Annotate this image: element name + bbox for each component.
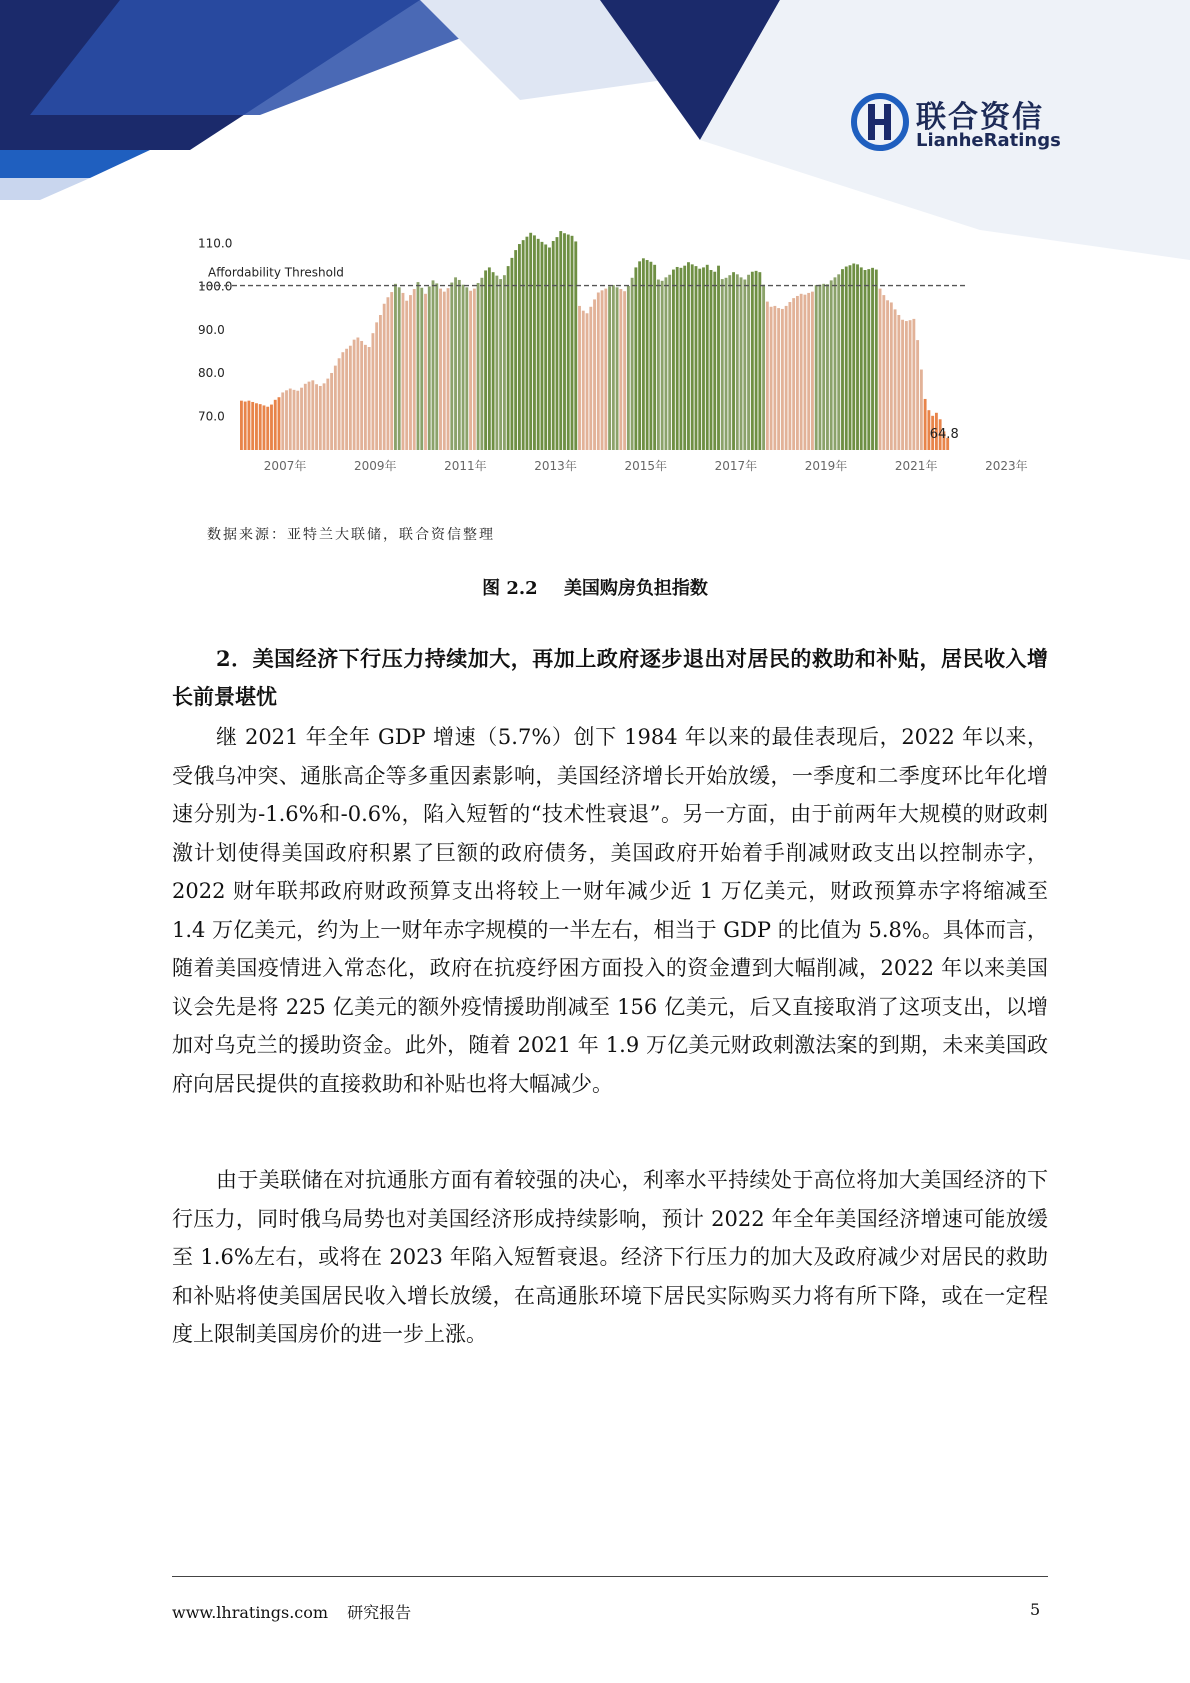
chart-bar — [661, 281, 664, 450]
chart-bar — [541, 242, 544, 450]
chart-bar — [841, 269, 844, 450]
chart-bar — [510, 258, 513, 450]
chart-bar — [499, 279, 502, 450]
chart-bar — [642, 258, 645, 450]
chart-bar — [706, 265, 709, 450]
chart-bar — [837, 274, 840, 450]
chart-bar — [725, 278, 728, 450]
chart-bar — [830, 280, 833, 450]
chart-bar — [319, 386, 322, 450]
chart-bar — [409, 295, 412, 450]
chart-bar — [822, 284, 825, 450]
chart-bar — [890, 302, 893, 450]
chart-bar — [728, 275, 731, 450]
chart-bar — [781, 309, 784, 450]
chart-bar — [341, 352, 344, 450]
chart-bar — [773, 306, 776, 450]
chart-bar — [762, 285, 765, 450]
chart-bar — [691, 264, 694, 450]
footer-report-type: 研究报告 — [347, 1603, 412, 1622]
chart-bar — [826, 284, 829, 450]
chart-bar — [454, 277, 457, 450]
chart-bar — [815, 285, 818, 450]
chart-bar — [368, 347, 371, 450]
chart-bar — [503, 275, 506, 450]
chart-bar — [387, 297, 390, 450]
chart-bar — [326, 379, 329, 450]
chart-bar — [390, 292, 393, 450]
chart-bar — [266, 407, 269, 450]
chart-bar — [785, 306, 788, 450]
chart-bar — [623, 291, 626, 450]
chart-bar — [443, 292, 446, 450]
chart-bar — [916, 340, 919, 450]
chart-bar — [304, 384, 307, 450]
y-tick-label: 80.0 — [198, 366, 225, 381]
chart-bar — [717, 266, 720, 450]
chart-bar — [405, 301, 408, 450]
chart-bar — [740, 277, 743, 450]
chart-bar — [597, 293, 600, 451]
chart-bar — [495, 276, 498, 450]
chart-bar — [856, 264, 859, 450]
chart-bar — [905, 321, 908, 450]
chart-bar — [864, 270, 867, 450]
chart-bar — [526, 237, 529, 450]
chart-bar — [897, 315, 900, 450]
chart-bar — [450, 283, 453, 450]
chart-bar — [293, 390, 296, 450]
chart-bar — [574, 241, 577, 450]
chart-bar — [811, 292, 814, 450]
chart-bar — [683, 266, 686, 450]
chart-bar — [646, 260, 649, 450]
chart-bar — [462, 285, 465, 450]
y-tick-label: 90.0 — [198, 322, 225, 337]
chart-bar — [571, 236, 574, 450]
chart-bar — [631, 278, 634, 450]
x-tick-label: 2019年 — [804, 459, 848, 473]
chart-bar — [315, 384, 318, 450]
chart-bar — [894, 309, 897, 450]
chart-bar — [627, 286, 630, 450]
chart-bar — [480, 278, 483, 450]
chart-bar — [676, 267, 679, 450]
chart-bar — [477, 283, 480, 450]
chart-bar — [447, 288, 450, 450]
chart-bar — [323, 383, 326, 450]
affordability-chart — [160, 225, 1060, 520]
chart-bar — [428, 286, 431, 450]
chart-bar — [601, 290, 604, 450]
chart-bar — [721, 279, 724, 450]
chart-bar — [871, 268, 874, 450]
chart-bar — [259, 404, 262, 450]
chart-bar — [544, 244, 547, 450]
x-tick-label: 2011年 — [444, 459, 487, 473]
figure-number: 图 2.2 — [482, 578, 538, 599]
chart-bar — [296, 391, 299, 450]
chart-bar — [484, 270, 487, 450]
chart-bar — [834, 277, 837, 450]
chart-bar — [281, 392, 284, 450]
chart-bar — [529, 233, 532, 450]
chart-bar — [274, 400, 277, 450]
chart-bar — [886, 300, 889, 450]
y-tick-label: 70.0 — [198, 409, 225, 424]
chart-bar — [875, 270, 878, 450]
chart-bar — [522, 240, 525, 450]
chart-bar — [687, 262, 690, 450]
chart-bar — [263, 405, 266, 450]
chart-bar — [417, 282, 420, 450]
chart-bar — [424, 294, 427, 450]
chart-bar — [860, 267, 863, 450]
chart-bar — [736, 274, 739, 450]
chart-bar — [698, 269, 701, 450]
x-tick-label: 2023年 — [985, 459, 1028, 473]
chart-bar — [792, 298, 795, 450]
lianhe-logo — [850, 90, 1060, 160]
x-tick-label: 2021年 — [894, 459, 938, 473]
chart-bar — [852, 264, 855, 450]
chart-bar — [435, 283, 438, 450]
chart-bar — [755, 271, 758, 450]
x-tick-label: 2017年 — [714, 459, 758, 473]
chart-bar — [270, 405, 273, 450]
x-tick-label: 2007年 — [263, 459, 307, 473]
chart-bar — [882, 295, 885, 450]
chart-bar — [664, 277, 667, 450]
chart-source: 数据来源：亚特兰大联储，联合资信整理 — [207, 527, 495, 543]
chart-bar — [255, 403, 258, 450]
chart-bar — [240, 401, 243, 450]
chart-bar — [788, 302, 791, 450]
chart-bar — [912, 319, 915, 450]
chart-bar — [849, 265, 852, 450]
chart-bar — [311, 380, 314, 450]
chart-bar — [751, 272, 754, 450]
chart-bar — [289, 389, 292, 450]
chart-bar — [413, 289, 416, 450]
chart-bar — [695, 266, 698, 450]
chart-bar — [492, 272, 495, 450]
chart-bar — [901, 320, 904, 450]
chart-bar — [518, 244, 521, 450]
y-tick-label: 100.0 — [198, 279, 233, 294]
chart-bar — [251, 402, 254, 450]
chart-bar — [649, 262, 652, 450]
chart-bar — [488, 267, 491, 450]
chart-bar — [710, 270, 713, 450]
chart-bar — [244, 402, 247, 450]
chart-bar — [672, 270, 675, 450]
chart-bar — [638, 261, 641, 450]
threshold-label: Affordability Threshold — [208, 265, 344, 280]
chart-bar — [803, 295, 806, 450]
chart-bar — [394, 284, 397, 450]
chart-bar — [593, 299, 596, 450]
footer-left — [172, 1600, 411, 1623]
chart-bar — [383, 304, 386, 450]
chart-bar — [360, 341, 363, 450]
chart-bar — [353, 340, 356, 450]
figure-caption — [0, 574, 1190, 600]
chart-bar — [537, 239, 540, 450]
chart-bar — [616, 287, 619, 450]
chart-bar — [702, 267, 705, 450]
chart-bar — [349, 346, 352, 450]
chart-bar — [653, 265, 656, 450]
chart-bar — [469, 291, 472, 450]
y-tick-label: 110.0 — [198, 236, 233, 251]
chart-bar — [668, 275, 671, 450]
chart-bar — [248, 401, 251, 450]
chart-bar — [563, 233, 566, 450]
chart-bar — [807, 293, 810, 450]
chart-bar — [432, 280, 435, 450]
chart-bar — [800, 294, 803, 450]
chart-bar — [458, 280, 461, 450]
last-value-label: 64.8 — [929, 426, 959, 442]
chart-bar — [732, 272, 735, 450]
chart-bar — [334, 366, 337, 450]
chart-bar — [402, 293, 405, 450]
chart-bar — [612, 285, 615, 450]
paragraph-2: 由于美联储在对抗通胀方面有着较强的决心，利率水平持续处于高位将加大美国经济的下行压力，同时俄乌局势也对美国经济形成持续影响，预计 2022 年全年美国经济增速可能放缓至 1.6%左右，或将在 2023 年陷入短暂衰退。经济下行压力的加大及政府减少对居民的救助和补贴将使美国居民收入增长放缓，在高通胀环境下居民实际购买力将有所下降，或在一定程度上限制美国房价的进一步上涨。 — [172, 1168, 1048, 1346]
chart-bar — [909, 320, 912, 450]
section-heading: 2．美国经济下行压力持续加大，再加上政府逐步退出对居民的救助和补贴，居民收入增长前景堪忧 — [172, 646, 1048, 709]
chart-bar — [559, 231, 562, 450]
chart-bar — [604, 289, 607, 450]
chart-bar — [608, 286, 611, 450]
chart-bar — [514, 250, 517, 450]
chart-bar — [473, 289, 476, 450]
x-tick-label: 2013年 — [534, 459, 577, 473]
chart-bar — [743, 280, 746, 450]
chart-bar — [567, 235, 570, 450]
chart-bar — [356, 338, 359, 451]
page-number: 5 — [1030, 1600, 1041, 1619]
chart-bar — [770, 307, 773, 450]
chart-bar — [758, 272, 761, 450]
lianhe-logo-icon — [850, 90, 910, 154]
chart-bar — [533, 235, 536, 450]
chart-bar — [582, 311, 585, 450]
chart-bar — [345, 349, 348, 450]
chart-bar — [371, 333, 374, 450]
chart-bar — [552, 241, 555, 450]
chart-bar — [465, 287, 468, 450]
figure-title: 美国购房负担指数 — [563, 578, 708, 599]
chart-bar — [845, 267, 848, 450]
chart-bar — [867, 269, 870, 450]
logo-chinese-name: 联合资信 — [916, 100, 1044, 135]
chart-bar — [586, 313, 589, 450]
chart-bar — [398, 287, 401, 450]
chart-bar — [420, 288, 423, 450]
chart-bar — [619, 289, 622, 450]
paragraph-1: 继 2021 年全年 GDP 增速（5.7%）创下 1984 年以来的最佳表现后，2022 年以来，受俄乌冲突、通胀高企等多重因素影响，美国经济增长开始放缓，一季度和二季度环比年化增速分别为-1.6%和-0.6%，陷入短暂的“技术性衰退”。另一方面，由于前两年大规模的财政刺激计划使得美国政府积累了巨额的政府债务，美国政府开始着手削减财政支出以控制赤字，2022 财年联邦政府财政预算支出将较上一财年减少近 1 万亿美元，财政预算赤字将缩减至 1.4 万亿美元，约为上一财年赤字规模的一半左右，相当于 GDP 的比值为 5.8%。具体而言，随着美国疫情进入常态化，政府在抗疫纾困方面投入的资金遭到大幅削减，2022 年以来美国议会先是将 225 亿美元的额外疫情援助削减至 156 亿美元，后又直接取消了这项支出，以增加对乌克兰的援助资金。此外，随着 2021 年 1.9 万亿美元财政刺激法案的到期，未来美国政府向居民提供的直接救助和补贴也将大幅减少。 — [172, 725, 1048, 1096]
x-tick-label: 2015年 — [624, 459, 667, 473]
chart-bar — [879, 289, 882, 450]
chart-bar — [285, 390, 288, 450]
chart-bar — [680, 268, 683, 450]
chart-bar — [777, 308, 780, 450]
chart-bar — [713, 272, 716, 450]
x-tick-label: 2009年 — [353, 459, 397, 473]
chart-bar — [556, 237, 559, 450]
chart-bar — [330, 373, 333, 450]
logo-english-name: LianheRatings — [916, 130, 1061, 151]
chart-bar — [278, 397, 281, 450]
chart-bar — [364, 345, 367, 450]
chart-bar — [375, 322, 378, 450]
chart-bar — [589, 307, 592, 450]
chart-bar — [300, 388, 303, 450]
chart-bar — [920, 370, 923, 450]
chart-bar — [308, 382, 311, 450]
chart-bar — [819, 285, 822, 450]
chart-bar — [634, 267, 637, 450]
chart-bar — [924, 399, 927, 450]
chart-bar — [796, 296, 799, 450]
chart-bar — [657, 280, 660, 450]
chart-bar — [507, 266, 510, 450]
footer-website-link[interactable]: www.lhratings.com — [172, 1603, 329, 1622]
chart-svg — [160, 225, 1060, 520]
chart-bar — [747, 275, 750, 450]
chart-bar — [766, 302, 769, 450]
footer-divider — [172, 1576, 1048, 1577]
chart-bar — [439, 289, 442, 450]
chart-bar — [338, 358, 341, 450]
chart-bar — [379, 315, 382, 450]
chart-bar — [548, 248, 551, 451]
chart-bar — [578, 306, 581, 450]
